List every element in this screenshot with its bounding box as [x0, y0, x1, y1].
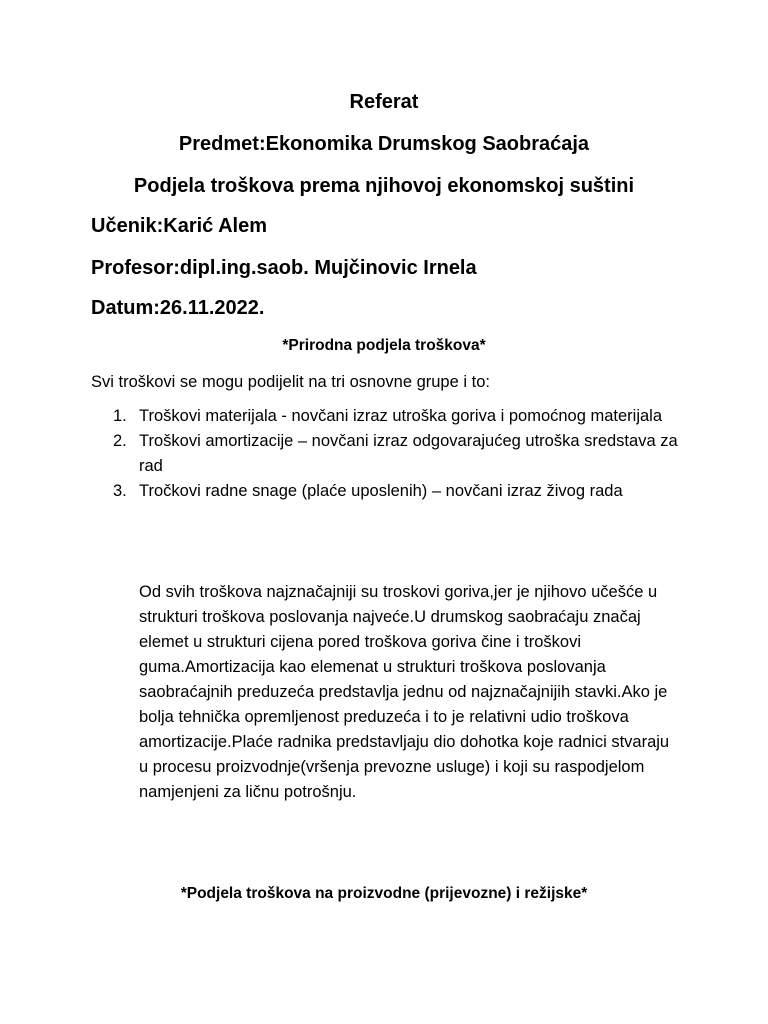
list-item	[113, 404, 693, 429]
list-item-text: Tročkovi radne snage (plaće uposlenih) – novčani izraz živog rada	[139, 482, 623, 500]
section-title-production-overhead: *Podjela troškova na proizvodne (prijevozne) i režijske*	[180, 885, 588, 902]
list-item-number: 3.	[113, 482, 127, 500]
subject-line: Predmet:Ekonomika Drumskog Saobraćaja	[178, 133, 590, 155]
body-paragraph: Od svih troškova najznačajniji su troskovi goriva,jer je njihovo učešće u strukturi troškova poslovanja najveće.U drumskog saobraćaju značaj elemet u strukturi cijena pored troškova goriva čine i troškovi guma.Amortizacija kao elemenat u strukturi troškova poslovanja saobraćajnih preduzeća predstavlja jednu od najznačajnijih stavki.Ako je bolja tehnička opremljenost preduzeća i to je relativni udio troškova amortizacije.Plaće radnika predstavljaju dio dohotka koje radnici stvaraju u procesu proizvodnje(vršenja prevozne usluge) i koji su raspodjelom namjenjeni za ličnu potrošnju.	[139, 583, 670, 801]
list-item-number: 2.	[113, 432, 127, 450]
date-line: Datum:26.11.2022.	[91, 297, 265, 319]
list-item-text: Troškovi amortizacije – novčani izraz odgovarajućeg utroška sredstava za rad	[139, 432, 678, 475]
student-line: Učenik:Karić Alem	[91, 215, 267, 237]
cost-groups-list	[113, 404, 693, 504]
list-item	[113, 479, 693, 504]
list-item	[113, 429, 693, 479]
list-item-text: Troškovi materijala - novčani izraz utroška goriva i pomoćnog materijala	[139, 407, 663, 425]
document-title: Referat	[349, 91, 419, 113]
list-item-number: 1.	[113, 407, 127, 425]
section-title-natural-division: *Prirodna podjela troškova*	[282, 337, 486, 354]
professor-line: Profesor:dipl.ing.saob. Mujčinovic Irnela	[91, 257, 477, 279]
intro-text: Svi troškovi se mogu podijelit na tri osnovne grupe i to:	[91, 373, 490, 391]
topic-line: Podjela troškova prema njihovoj ekonomskoj suštini	[133, 175, 635, 197]
